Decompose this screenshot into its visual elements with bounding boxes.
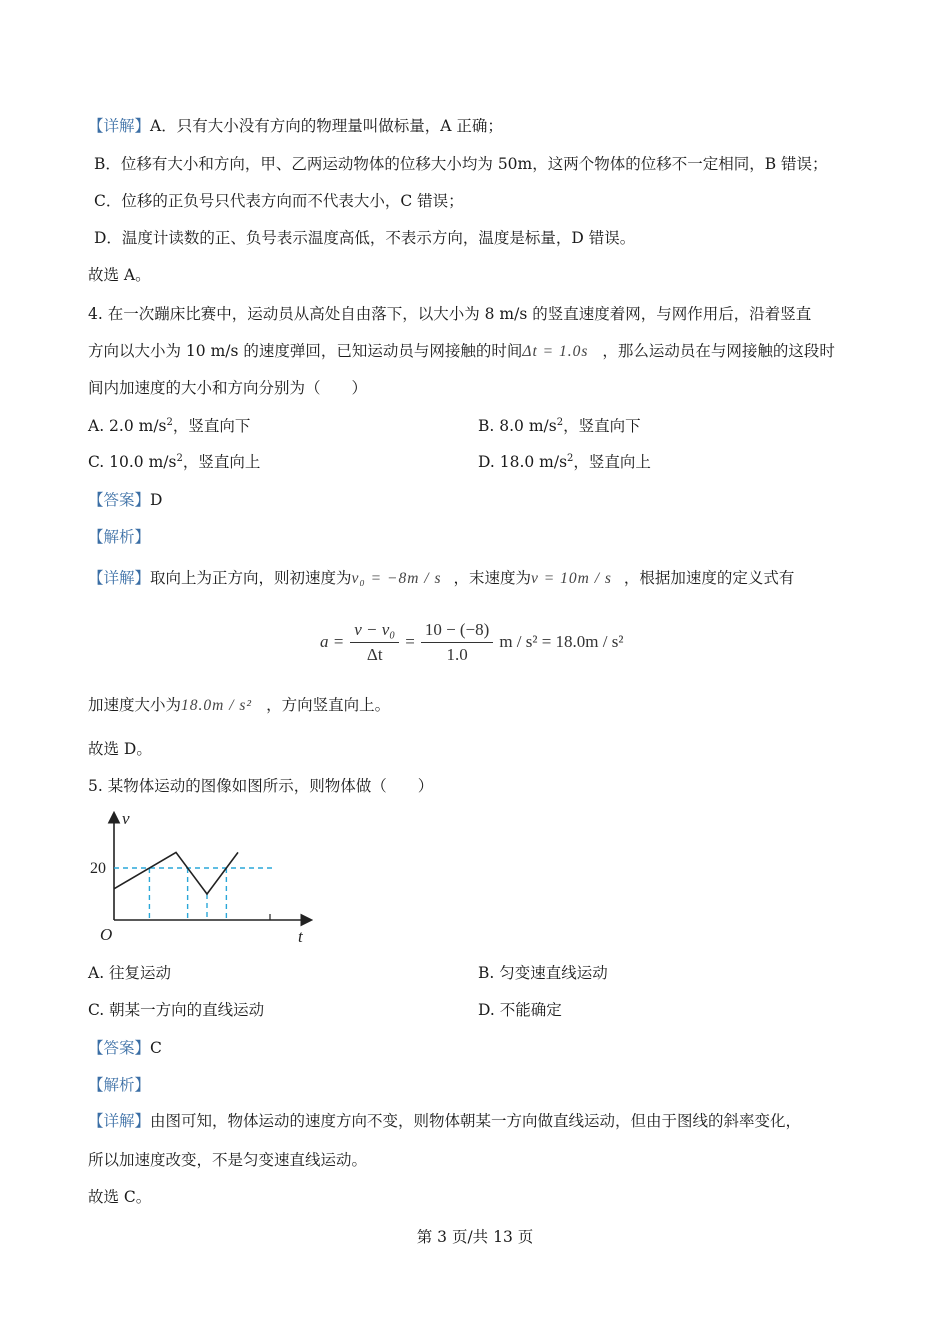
answer-tag: 【答案】 — [88, 491, 151, 509]
q4-acceleration-formula — [320, 612, 623, 672]
q4-detail-1c: ，根据加速度的定义式有 — [623, 569, 795, 587]
q3-detail-line-d: D．温度计读数的正、负号表示温度高低，不表示方向，温度是标量，D 错误。 — [94, 229, 636, 247]
q4-result-line — [88, 694, 390, 717]
formula-frac1-denominator: Δt — [366, 644, 383, 664]
q5-detail-line-2: 所以加速度改变，不是匀变速直线运动。 — [88, 1151, 368, 1169]
q5-conclusion: 故选 C。 — [88, 1188, 152, 1206]
q5-analysis-tag: 【解析】 — [88, 1076, 151, 1094]
q4-delta-t-math: Δt = 1.0s — [522, 343, 589, 360]
drop-lines — [149, 868, 226, 920]
q5-detail-1: 由图可知，物体运动的速度方向不变，则物体朝某一方向做直线运动，但由于图线的斜率变化， — [150, 1112, 802, 1130]
q4-stem-line-1: 4. 在一次蹦床比赛中，运动员从高处自由落下，以大小为 8 m/s 的竖直速度着网，与网作用后，沿着竖直 — [88, 305, 812, 323]
q4-option-a-dir: ，竖直向下 — [172, 417, 251, 435]
q5-option-b[interactable]: B. 匀变速直线运动 — [478, 964, 608, 982]
q5-answer-value: C — [150, 1039, 162, 1057]
q3-conclusion: 故选 A。 — [88, 266, 151, 284]
q4-result-a: 加速度大小为 — [88, 696, 182, 714]
q4-option-d-value: D. 18.0 m/s — [478, 453, 568, 471]
velocity-series-line — [114, 852, 238, 894]
origin-label: O — [100, 925, 113, 944]
formula-lhs: a = — [320, 632, 345, 651]
q4-answer-value: D — [150, 491, 163, 509]
q4-option-b-exp: 2 — [556, 417, 564, 428]
q4-answer — [88, 489, 162, 511]
q4-stem-2b: ，那么运动员在与网接触的这段时 — [602, 342, 835, 360]
formula-equals: = — [405, 632, 415, 651]
q4-stem-line-2 — [88, 340, 835, 363]
q4-detail-line-1 — [88, 567, 794, 590]
q4-conclusion: 故选 D。 — [88, 740, 152, 758]
q4-option-b-dir: ，竖直向下 — [563, 417, 641, 435]
q4-analysis-tag: 【解析】 — [88, 528, 151, 546]
q5-detail-line-1 — [88, 1110, 801, 1132]
answer-tag: 【答案】 — [88, 1039, 151, 1057]
q4-option-d-dir: ，竖直向上 — [573, 453, 651, 471]
page-footer: 第 3 页/共 13 页 — [416, 1228, 534, 1246]
detail-tag: 【详解】 — [88, 117, 151, 135]
v-axis-label: v — [122, 809, 130, 828]
q4-v0-math: v₀ = −8m / s — [351, 570, 442, 587]
q5-option-a[interactable]: A. 往复运动 — [88, 964, 172, 982]
q4-option-c[interactable] — [88, 451, 260, 473]
detail-tag: 【详解】 — [88, 1112, 151, 1130]
q5-option-c[interactable]: C. 朝某一方向的直线运动 — [88, 1001, 265, 1019]
q5-answer — [88, 1037, 162, 1059]
q4-stem-line-3: 间内加速度的大小和方向分别为（ ） — [88, 379, 368, 397]
q3-detail-line-b: B．位移有大小和方向，甲、乙两运动物体的位移大小均为 50m，这两个物体的位移不一定相同，B 错误； — [94, 155, 828, 173]
q4-option-d[interactable] — [478, 451, 651, 473]
formula-frac1-numerator: v − v₀ — [350, 620, 399, 643]
q4-option-b-value: B. 8.0 m/s — [478, 417, 557, 435]
formula-frac2-denominator: 1.0 — [446, 644, 468, 664]
q4-stem-2a: 方向以大小为 10 m/s 的速度弹回，已知运动员与网接触的时间 — [88, 342, 523, 360]
q4-option-a-value: A. 2.0 m/s — [88, 417, 167, 435]
q3-detail-line-c: C．位移的正负号只代表方向而不代表大小，C 错误； — [94, 192, 464, 210]
q4-detail-1a: 取向上为正方向，则初速度为 — [150, 569, 352, 587]
q5-velocity-time-graph — [84, 808, 324, 950]
q4-option-d-exp: 2 — [567, 453, 574, 464]
detail-tag: 【详解】 — [88, 569, 151, 587]
q4-option-b[interactable] — [478, 415, 641, 437]
formula-rhs: m / s² = 18.0m / s² — [499, 632, 624, 651]
t-axis-label: t — [298, 927, 303, 946]
q4-result-b: ，方向竖直向上。 — [266, 696, 391, 714]
q4-result-math: 18.0m / s² — [181, 697, 253, 714]
q3-detail-a-text: A．只有大小没有方向的物理量叫做标量，A 正确； — [150, 117, 503, 135]
q4-detail-1b: ，末速度为 — [453, 569, 532, 587]
formula-frac2-numerator: 10 − (−8) — [421, 620, 494, 643]
q4-option-c-dir: ，竖直向上 — [182, 453, 261, 471]
formula-fraction-1 — [350, 620, 399, 665]
q4-option-c-exp: 2 — [176, 453, 183, 464]
q5-stem: 5. 某物体运动的图像如图所示，则物体做（ ） — [88, 777, 434, 795]
y-tick-label: 20 — [90, 860, 106, 877]
q5-option-d[interactable]: D. 不能确定 — [478, 1001, 562, 1019]
q4-option-c-value: C. 10.0 m/s — [88, 453, 177, 471]
q3-detail-line-a — [88, 115, 503, 137]
formula-fraction-2 — [421, 620, 494, 665]
q4-option-a-exp: 2 — [166, 417, 173, 428]
q4-v-math: v = 10m / s — [531, 570, 612, 587]
q4-option-a[interactable] — [88, 415, 250, 437]
